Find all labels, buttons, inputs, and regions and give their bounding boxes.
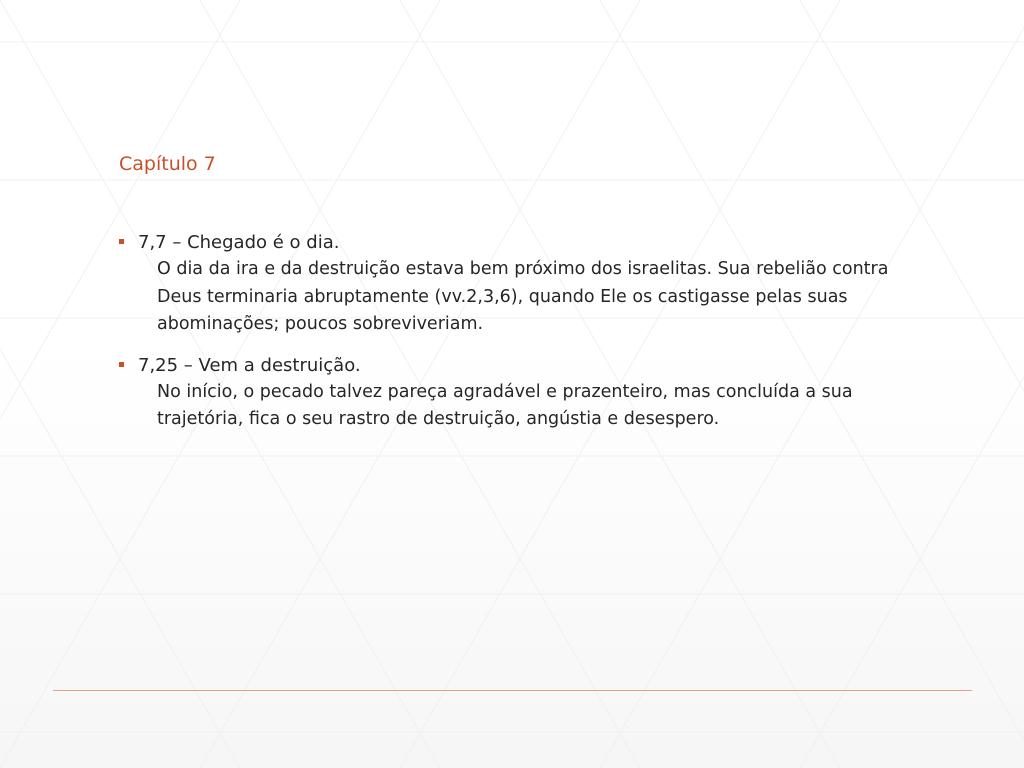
bullet-heading: 7,7 – Chegado é o dia. (138, 232, 340, 253)
bullet-description: No início, o pecado talvez pareça agradável e prazenteiro, mas concluída a sua trajetória, fica o seu rastro de destruição, angústia e desespero. (157, 381, 853, 429)
footer-divider (53, 690, 972, 691)
square-bullet-icon (119, 239, 124, 244)
bullet-heading-row (119, 229, 919, 256)
bullet-description: O dia da ira e da destruição estava bem próximo dos israelitas. Sua rebelião contra Deus terminaria abruptamente (vv.2,3,6), quando Ele os castigasse pelas suas abominações; poucos sobreviveriam. (157, 259, 889, 334)
slide-title: Capítulo 7 (119, 153, 216, 175)
bullet-item (119, 352, 919, 434)
slide-content (119, 229, 919, 447)
bullet-heading: 7,25 – Vem a destruição. (138, 354, 361, 376)
bullet-heading-row (119, 352, 919, 379)
bullet-item (119, 229, 919, 339)
square-bullet-icon (119, 362, 124, 367)
